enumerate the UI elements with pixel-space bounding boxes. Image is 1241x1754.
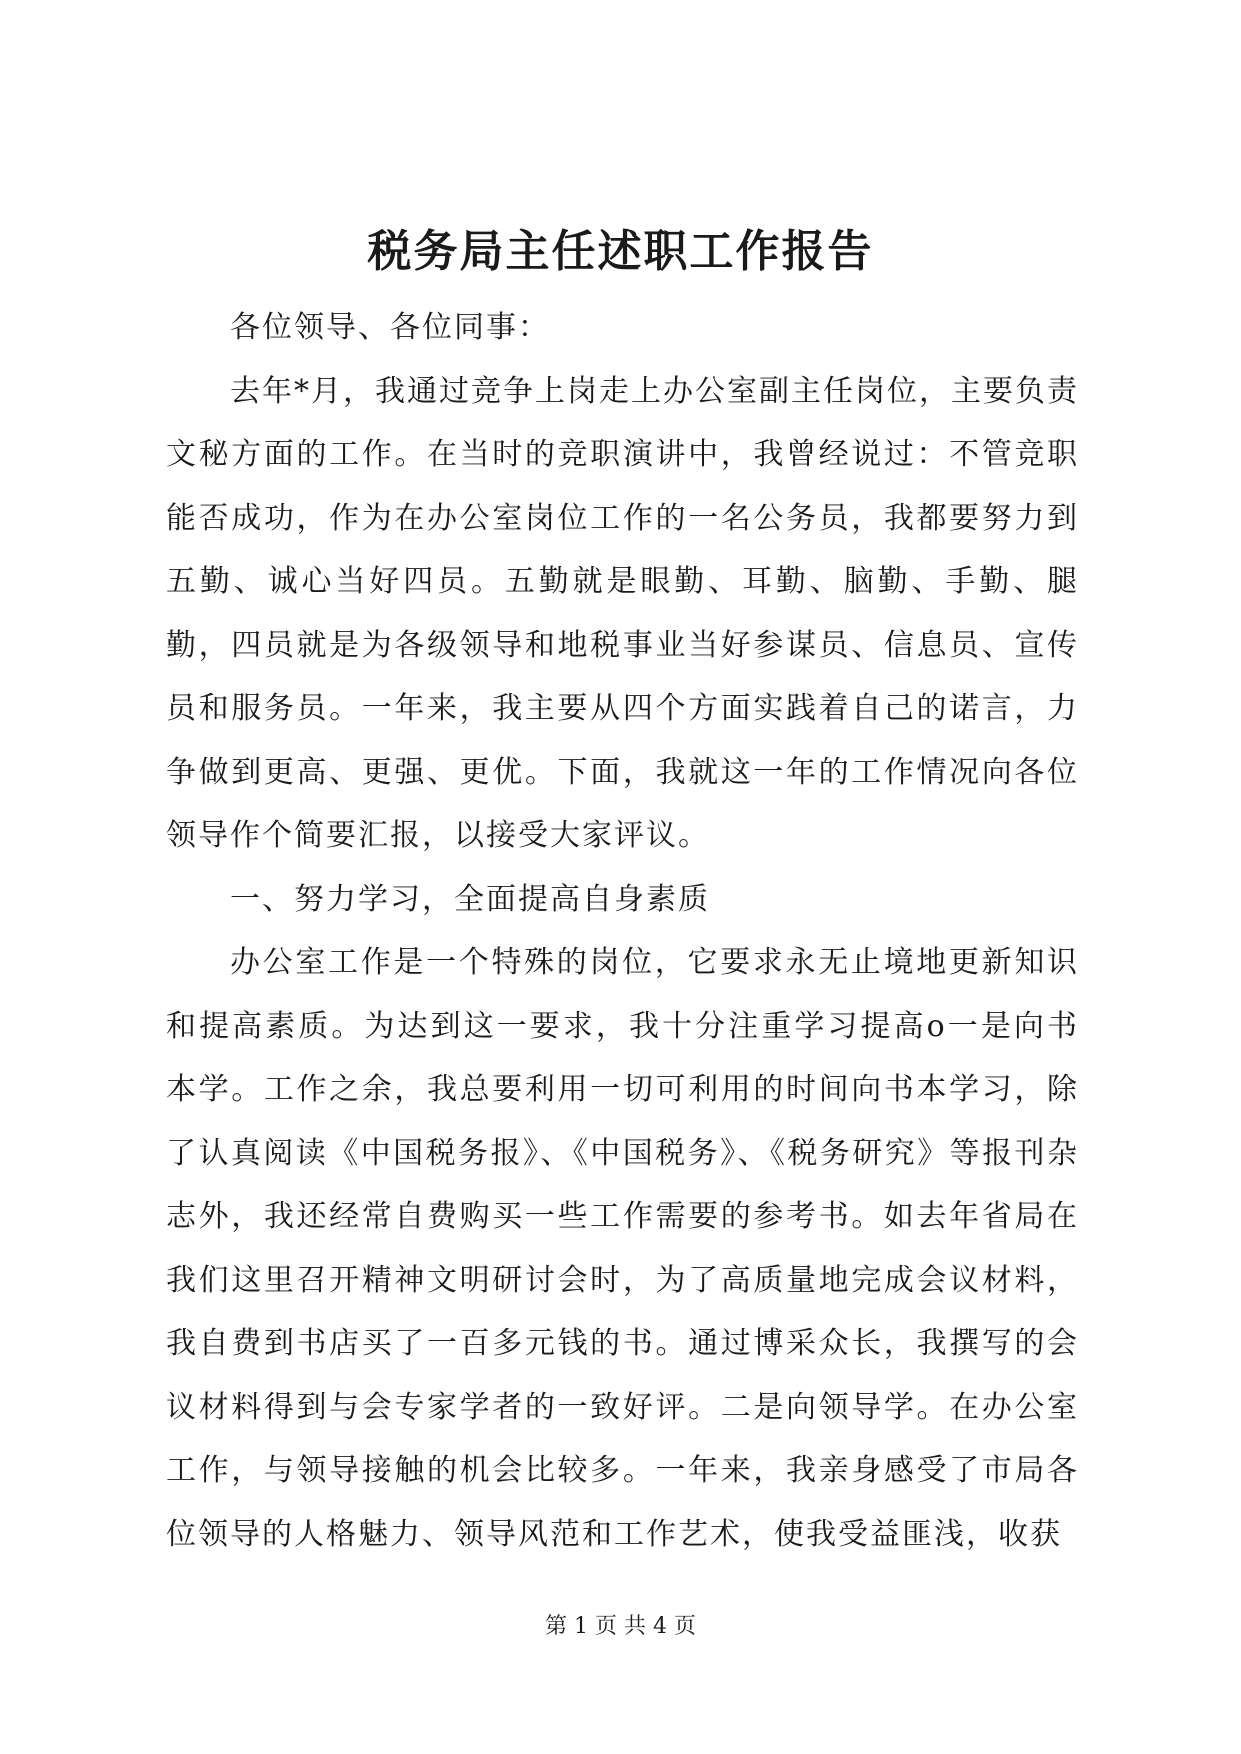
intro-paragraph: 去年*月，我通过竞争上岗走上办公室副主任岗位，主要负责文秘方面的工作。在当时的竞职演讲中，我曾经说过：不管竞职能否成功，作为在办公室岗位工作的一名公务员，我都要努力到五勤、诚心当好四员。五勤就是眼勤、耳勤、脑勤、手勤、腿勤，四员就是为各级领导和地税事业当好参谋员、信息员、宣传员和服务员。一年来，我主要从四个方面实践着自己的诺言，力争做到更高、更强、更优。下面，我就这一年的工作情况向各位领导作个简要汇报，以接受大家评议。 [166, 373, 1079, 853]
document-body [166, 296, 1079, 1566]
section-heading: 一、努力学习，全面提高自身素质 [230, 881, 710, 917]
salutation-paragraph: 各位领导、各位同事： [230, 310, 550, 345]
document-title: 税务局主任述职工作报告 [367, 226, 874, 277]
page-footer: 第 1 页 共 4 页 [545, 1614, 696, 1639]
body-paragraph: 办公室工作是一个特殊的岗位，它要求永无止境地更新知识和提高素质。为达到这一要求，我十分注重学习提高o一是向书本学。工作之余，我总要利用一切可利用的时间向书本学习，除了认真阅读《中国税务报》、《中国税务》、《税务研究》等报刊杂志外，我还经常自费购买一些工作需要的参考书。如去年省局在我们这里召开精神文明研讨会时，为了高质量地完成会议材料，我自费到书店买了一百多元钱的书。通过博采众长，我撰写的会议材料得到与会专家学者的一致好评。二是向领导学。在办公室工作，与领导接触的机会比较多。一年来，我亲身感受了市局各位领导的人格魅力、领导风范和工作艺术，使我受益匪浅，收获 [166, 945, 1079, 1552]
